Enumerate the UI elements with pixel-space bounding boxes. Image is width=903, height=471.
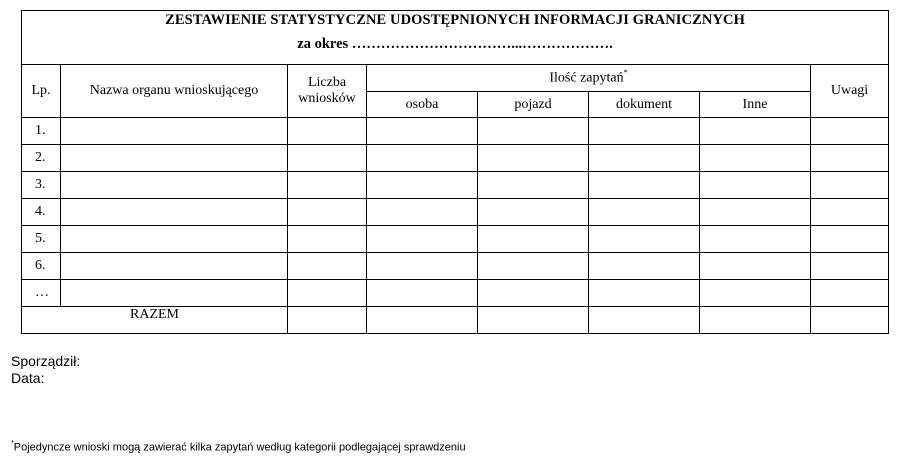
total-cell[interactable] <box>589 307 700 334</box>
header-organ-name: Nazwa organu wnioskującego <box>61 65 288 118</box>
table-cell[interactable] <box>589 280 700 307</box>
table-cell[interactable] <box>811 145 889 172</box>
row-number: 4. <box>22 199 61 226</box>
table-cell[interactable] <box>478 226 589 253</box>
subheader-document: dokument <box>589 92 700 118</box>
subheader-vehicle: pojazd <box>478 92 589 118</box>
table-cell[interactable] <box>288 199 367 226</box>
table-cell[interactable] <box>811 199 889 226</box>
table-cell[interactable] <box>478 172 589 199</box>
table-cell[interactable] <box>61 145 288 172</box>
table-cell[interactable] <box>288 253 367 280</box>
table-cell[interactable] <box>367 172 478 199</box>
table-row <box>22 118 889 145</box>
table-cell[interactable] <box>288 280 367 307</box>
table-cell[interactable] <box>61 226 288 253</box>
statistics-form-table <box>21 10 889 334</box>
table-row <box>22 145 889 172</box>
table-cell[interactable] <box>367 145 478 172</box>
table-cell[interactable] <box>61 172 288 199</box>
footnote-marker: * <box>623 68 628 78</box>
subheader-other: Inne <box>700 92 811 118</box>
total-cell[interactable] <box>700 307 811 334</box>
subheader-person: osoba <box>367 92 478 118</box>
header-request-count-line2: wniosków <box>298 91 356 106</box>
total-label: RAZEM <box>130 307 179 322</box>
total-cell[interactable] <box>367 307 478 334</box>
row-number: … <box>22 280 61 307</box>
table-cell[interactable] <box>61 253 288 280</box>
form-title: ZESTAWIENIE STATYSTYCZNE UDOSTĘPNIONYCH INFORMACJI GRANICZNYCH <box>165 12 745 28</box>
table-row <box>22 280 889 307</box>
table-cell[interactable] <box>478 199 589 226</box>
table-cell[interactable] <box>811 118 889 145</box>
table-cell[interactable] <box>700 118 811 145</box>
row-number: 1. <box>22 118 61 145</box>
table-row <box>22 253 889 280</box>
footnote-mark: * <box>11 440 14 447</box>
header-remarks: Uwagi <box>811 65 889 118</box>
table-cell[interactable] <box>700 145 811 172</box>
table-cell[interactable] <box>811 226 889 253</box>
header-lp: Lp. <box>22 65 61 118</box>
total-cell[interactable] <box>288 307 367 334</box>
table-cell[interactable] <box>288 118 367 145</box>
table-cell[interactable] <box>700 199 811 226</box>
table-cell[interactable] <box>288 145 367 172</box>
table-cell[interactable] <box>700 280 811 307</box>
table-row <box>22 226 889 253</box>
footnote <box>11 441 466 454</box>
table-row <box>22 199 889 226</box>
table-cell[interactable] <box>367 226 478 253</box>
header-query-count-label: Ilość zapytań <box>549 70 624 86</box>
table-cell[interactable] <box>367 199 478 226</box>
table-cell[interactable] <box>367 253 478 280</box>
total-label-cell <box>22 307 288 334</box>
row-number: 3. <box>22 172 61 199</box>
total-cell[interactable] <box>811 307 889 334</box>
table-cell[interactable] <box>478 280 589 307</box>
period-line: za okres ……………………………...………………. <box>297 36 613 52</box>
header-query-count <box>367 65 811 92</box>
table-cell[interactable] <box>700 253 811 280</box>
table-cell[interactable] <box>811 253 889 280</box>
table-cell[interactable] <box>700 226 811 253</box>
table-cell[interactable] <box>367 118 478 145</box>
form-title-cell <box>22 11 889 65</box>
table-cell[interactable] <box>811 172 889 199</box>
table-cell[interactable] <box>367 280 478 307</box>
table-cell[interactable] <box>288 172 367 199</box>
total-cell[interactable] <box>478 307 589 334</box>
table-cell[interactable] <box>61 118 288 145</box>
table-cell[interactable] <box>478 118 589 145</box>
table-cell[interactable] <box>589 226 700 253</box>
table-row <box>22 172 889 199</box>
header-request-count <box>288 65 367 118</box>
table-cell[interactable] <box>589 145 700 172</box>
table-cell[interactable] <box>61 199 288 226</box>
table-cell[interactable] <box>478 253 589 280</box>
footnote-text: Pojedyncze wnioski mogą zawierać kilka zapytań według kategorii podlegającej sprawdzeniu <box>13 441 466 454</box>
table-cell[interactable] <box>811 280 889 307</box>
table-cell[interactable] <box>61 280 288 307</box>
prepared-by-label: Sporządził: <box>11 353 81 369</box>
row-number: 6. <box>22 253 61 280</box>
table-cell[interactable] <box>589 172 700 199</box>
table-cell[interactable] <box>589 118 700 145</box>
row-number: 2. <box>22 145 61 172</box>
table-cell[interactable] <box>478 145 589 172</box>
header-request-count-line1: Liczba <box>307 75 347 90</box>
table-cell[interactable] <box>700 172 811 199</box>
table-cell[interactable] <box>589 253 700 280</box>
table-cell[interactable] <box>288 226 367 253</box>
row-number: 5. <box>22 226 61 253</box>
date-label: Data: <box>11 370 45 386</box>
table-cell[interactable] <box>589 199 700 226</box>
